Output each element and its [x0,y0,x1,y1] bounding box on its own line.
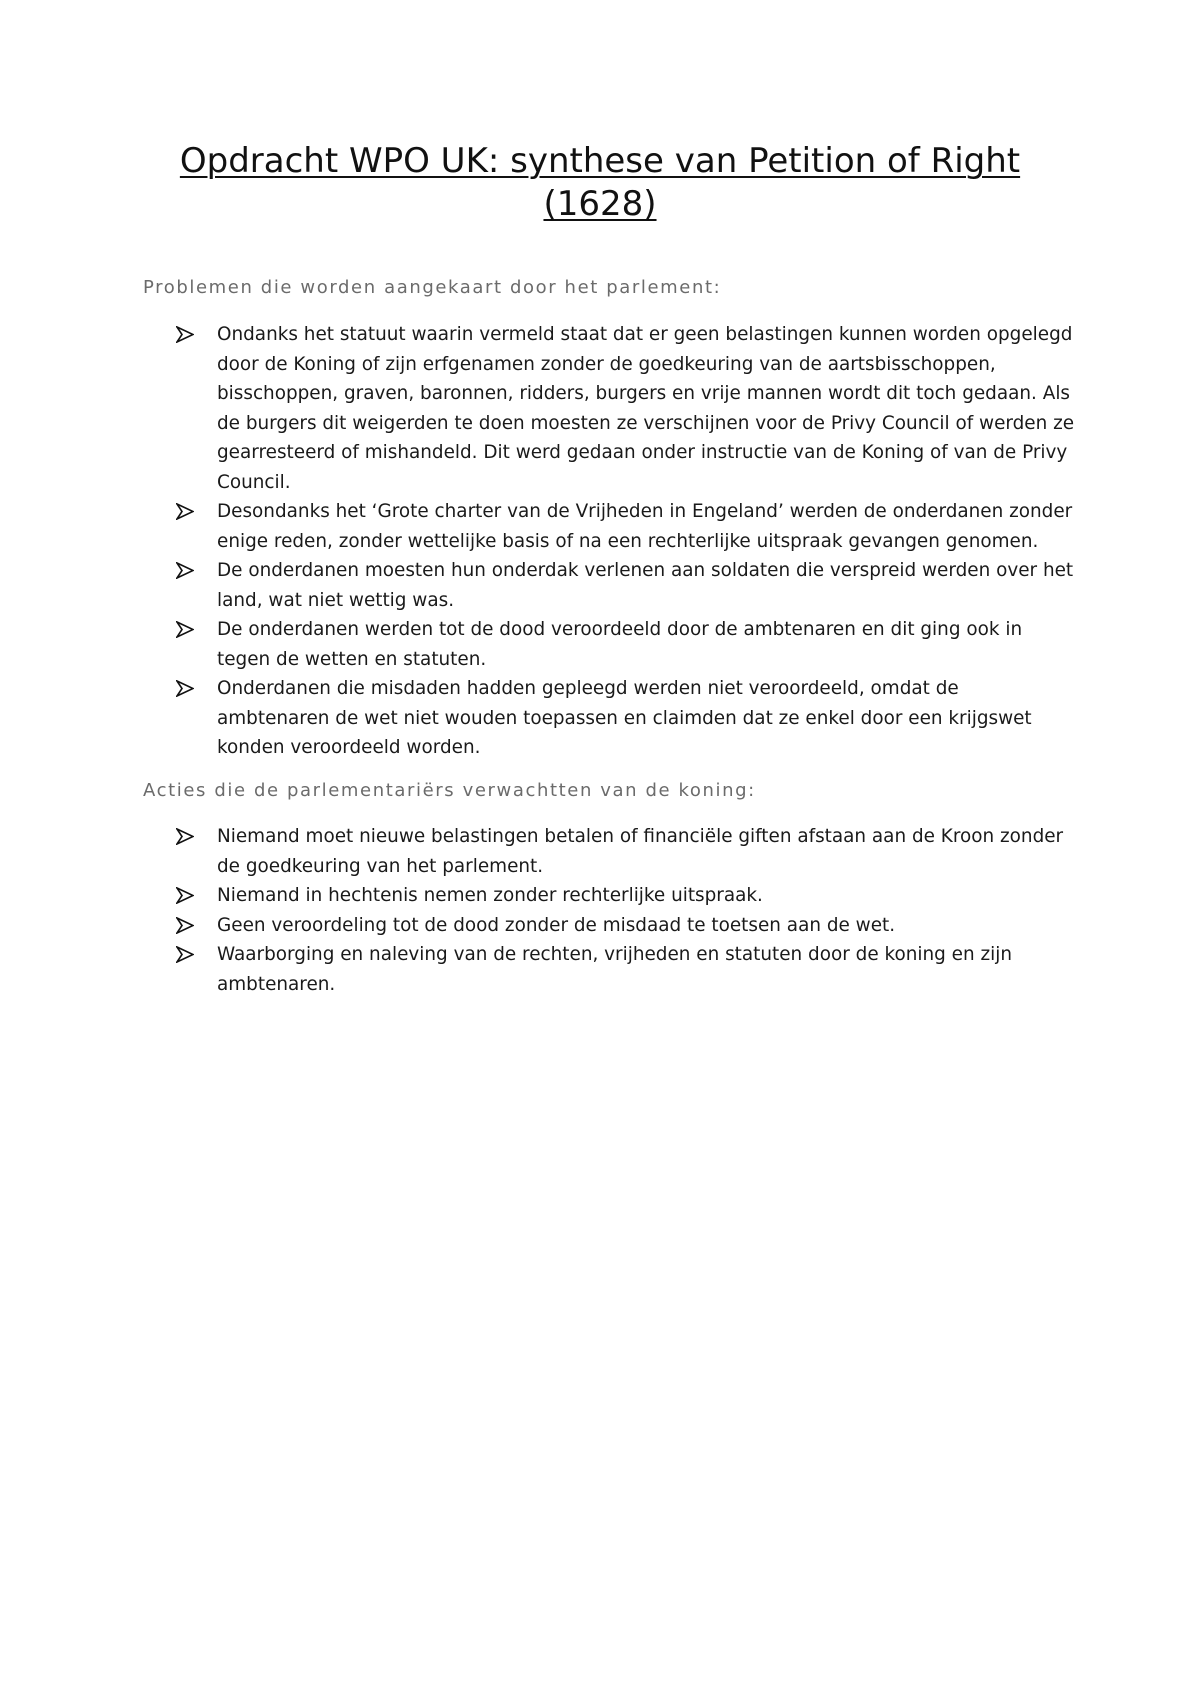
arrowhead-bullet-icon [176,497,196,526]
page-title: Opdracht WPO UK: synthese van Petition of Right (1628) [179,141,1021,224]
list-item [176,320,1076,497]
problems-list [176,320,1076,763]
arrowhead-bullet-icon [176,615,196,644]
list-item [176,822,1076,881]
arrowhead-bullet-icon [176,911,196,940]
list-item-text: Niemand in hechtenis nemen zonder rechterlijke uitspraak. [217,885,763,906]
list-item [176,615,1076,674]
list-item-text: Onderdanen die misdaden hadden gepleegd werden niet veroordeeld, omdat de ambtenaren de wet niet wouden toepassen en claimden dat ze enkel door een krijgswet konden veroordeeld worden. [217,678,1032,758]
list-item-text: Geen veroordeling tot de dood zonder de misdaad te toetsen aan de wet. [217,914,896,936]
list-item [176,881,1076,911]
actions-list [176,822,1076,999]
list-item [176,497,1076,556]
arrowhead-bullet-icon [176,320,196,349]
list-item [176,940,1076,999]
list-item [176,556,1076,615]
list-item-text: De onderdanen moesten hun onderdak verlenen aan soldaten die verspreid werden over het land, wat niet wettig was. [217,560,1074,611]
arrowhead-bullet-icon [176,556,196,585]
arrowhead-bullet-icon [176,940,196,969]
arrowhead-bullet-icon [176,822,196,851]
list-item-text: Desondanks het ‘Grote charter van de Vrijheden in Engeland’ werden de onderdanen zonder enige reden, zonder wettelijke basis of na een rechterlijke uitspraak gevangen genomen. [217,501,1073,552]
list-item-text: De onderdanen werden tot de dood veroordeeld door de ambtenaren en dit ging ook in tegen de wetten en statuten. [217,619,1023,670]
list-item-text: Waarborging en naleving van de rechten, vrijheden en statuten door de koning en zijn ambtenaren. [217,944,1013,995]
section-heading-problems: Problemen die worden aangekaart door het parlement: [143,277,722,298]
list-item-text: Ondanks het statuut waarin vermeld staat dat er geen belastingen kunnen worden opgelegd door de Koning of zijn erfgenamen zonder de goedkeuring van de aartsbisschoppen, bisschoppen, graven, baronnen, ridders, burgers en vrije mannen wordt dit toch gedaan. Als de burgers dit weigerden te doen moesten ze verschijnen voor de Privy Council of werden ze gearresteerd of mishandeld. Dit werd gedaan onder instructie van de Koning of van de Privy Council. [217,324,1075,493]
list-item-text: Niemand moet nieuwe belastingen betalen of financiële giften afstaan aan de Kroon zonder de goedkeuring van het parlement. [217,826,1064,877]
arrowhead-bullet-icon [176,674,196,703]
list-item [176,674,1076,763]
arrowhead-bullet-icon [176,881,196,910]
list-item [176,911,1076,941]
section-heading-actions: Acties die de parlementariërs verwachtten van de koning: [143,780,756,801]
